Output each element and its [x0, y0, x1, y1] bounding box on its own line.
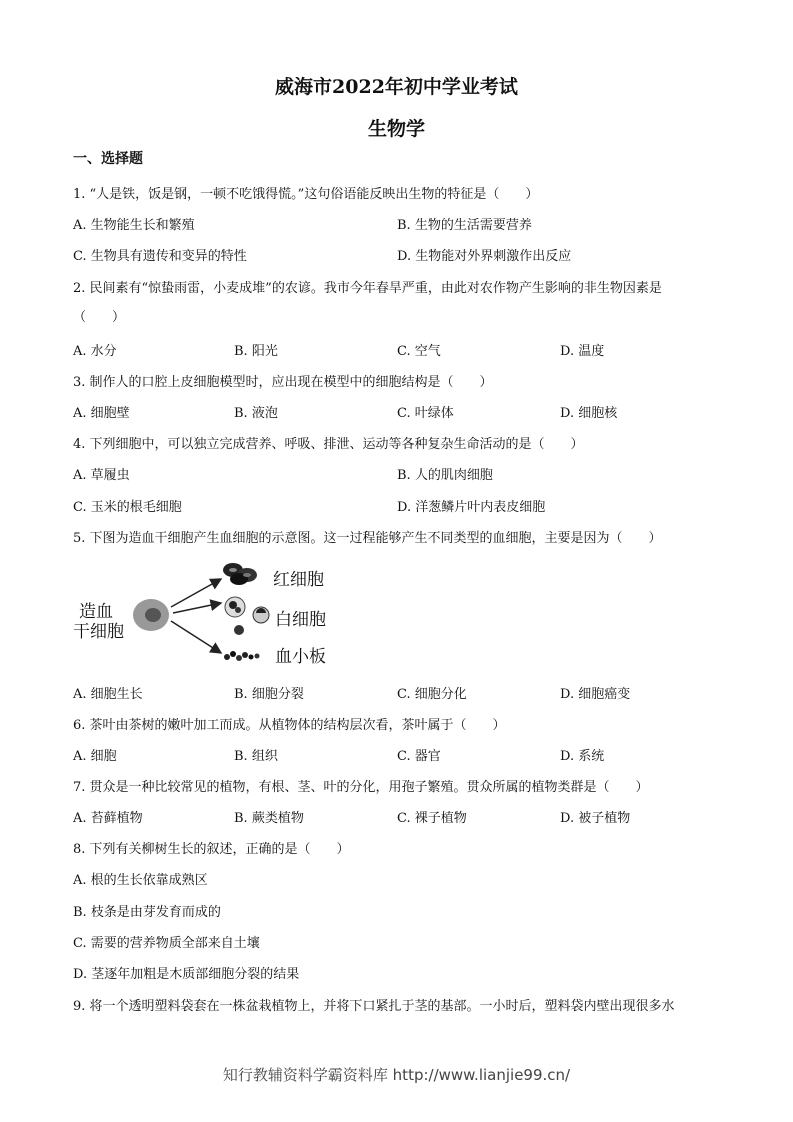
q3-option-c: C. 叶绿体 — [397, 406, 454, 421]
q8-option-c: C. 需要的营养物质全部来自土壤 — [73, 936, 260, 951]
page-footer: 知行教辅资料学霸资料库 http://www.lianjie99.cn/ — [222, 1066, 571, 1084]
question-5-stem: 5. 下图为造血干细胞产生血细胞的示意图。这一过程能够产生不同类型的血细胞，主要是因为（ ） — [73, 531, 662, 546]
platelet-label: 血小板 — [275, 647, 326, 667]
page-title: 威海市2022年初中学业考试 — [275, 76, 518, 98]
q8-option-b: B. 枝条是由芽发育而成的 — [73, 905, 221, 920]
q6-option-a: A. 细胞 — [73, 749, 117, 764]
question-9-stem: 9. 将一个透明塑料袋套在一株盆栽植物上，并将下口紧扎于茎的基部。一小时后，塑料袋内壁出现很多水 — [73, 999, 675, 1014]
q6-option-c: C. 器官 — [397, 749, 441, 764]
q5-option-d: D. 细胞癌变 — [560, 687, 631, 702]
q4-option-c: C. 玉米的根毛细胞 — [73, 500, 182, 515]
q7-option-a: A. 苔藓植物 — [73, 811, 143, 826]
q1-option-d: D. 生物能对外界刺激作出反应 — [397, 249, 572, 264]
arrow-to-red — [171, 579, 221, 607]
q4-option-d: D. 洋葱鳞片叶内表皮细胞 — [397, 500, 546, 515]
question-2-stem-cont: （ ） — [73, 310, 126, 325]
q2-option-d: D. 温度 — [560, 344, 605, 359]
question-1-stem: 1. “人是铁，饭是钢，一顿不吃饿得慌。”这句俗语能反映出生物的特征是（ ） — [73, 187, 539, 202]
q3-option-a: A. 细胞壁 — [73, 406, 130, 421]
q3-option-d: D. 细胞核 — [560, 406, 618, 421]
question-3-stem: 3. 制作人的口腔上皮细胞模型时，应出现在模型中的细胞结构是（ ） — [73, 375, 493, 390]
arrow-to-platelet — [171, 621, 221, 653]
question-7-stem: 7. 贯众是一种比较常见的植物，有根、茎、叶的分化，用孢子繁殖。贯众所属的植物类群是（ ） — [73, 780, 649, 795]
stem-cell-icon — [133, 599, 169, 631]
q2-option-b: B. 阳光 — [234, 344, 278, 359]
q4-option-b: B. 人的肌肉细胞 — [397, 468, 493, 483]
question-6-stem: 6. 茶叶由茶树的嫩叶加工而成。从植物体的结构层次看，茶叶属于（ ） — [73, 718, 506, 733]
question-8-stem: 8. 下列有关柳树生长的叙述，正确的是（ ） — [73, 842, 350, 857]
q5-option-b: B. 细胞分裂 — [234, 687, 304, 702]
q8-option-d: D. 茎逐年加粗是木质部细胞分裂的结果 — [73, 967, 300, 982]
page-subtitle: 生物学 — [367, 118, 425, 140]
section-heading: 一、选择题 — [73, 151, 143, 167]
q6-option-d: D. 系统 — [560, 749, 605, 764]
q1-option-b: B. 生物的生活需要营养 — [397, 218, 532, 233]
red-blood-cell-icon — [223, 563, 257, 585]
blood-cell-diagram — [73, 555, 373, 670]
q7-option-d: D. 被子植物 — [560, 811, 631, 826]
q2-option-c: C. 空气 — [397, 344, 441, 359]
red-cell-label: 红细胞 — [273, 570, 324, 590]
q4-option-a: A. 草履虫 — [73, 468, 130, 483]
q2-option-a: A. 水分 — [73, 344, 117, 359]
q1-option-c: C. 生物具有遗传和变异的特性 — [73, 249, 247, 264]
q8-option-a: A. 根的生长依靠成熟区 — [73, 873, 208, 888]
stem-cell-label-line2: 干细胞 — [73, 622, 124, 642]
platelet-icon — [224, 651, 260, 661]
arrow-to-white — [173, 603, 221, 613]
stem-cell-label-line1: 造血 — [79, 602, 113, 622]
question-2-stem: 2. 民间素有“惊蛰雨雷，小麦成堆”的农谚。我市今年春旱严重，由此对农作物产生影响的非生物因素是 — [73, 281, 662, 296]
white-cell-label: 白细胞 — [275, 610, 326, 630]
q1-option-a: A. 生物能生长和繁殖 — [73, 218, 195, 233]
q3-option-b: B. 液泡 — [234, 406, 278, 421]
q7-option-b: B. 蕨类植物 — [234, 811, 304, 826]
q5-option-a: A. 细胞生长 — [73, 687, 143, 702]
q7-option-c: C. 裸子植物 — [397, 811, 467, 826]
question-4-stem: 4. 下列细胞中，可以独立完成营养、呼吸、排泄、运动等各种复杂生命活动的是（ ） — [73, 437, 584, 452]
q5-option-c: C. 细胞分化 — [397, 687, 467, 702]
q6-option-b: B. 组织 — [234, 749, 278, 764]
white-blood-cell-icon — [225, 597, 269, 635]
diagram-graphics — [73, 555, 373, 670]
